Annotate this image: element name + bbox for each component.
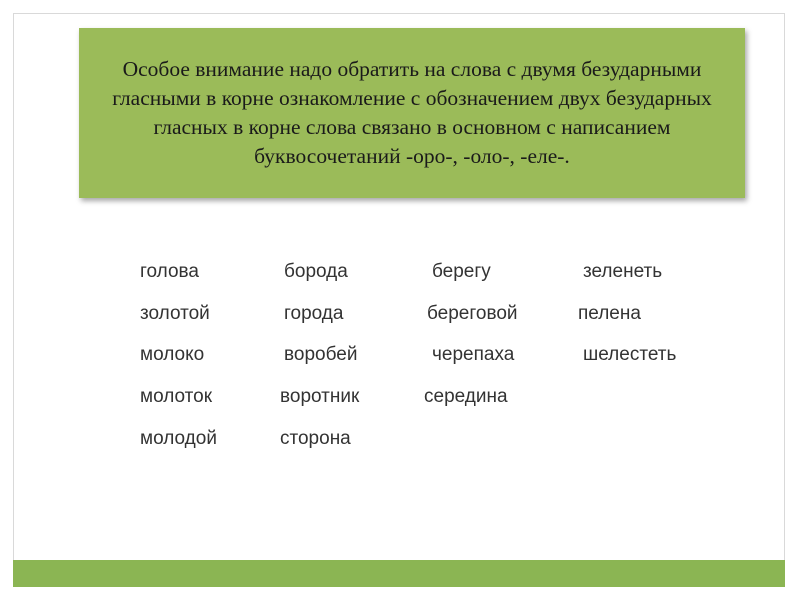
word-item: середина (424, 386, 508, 407)
bottom-accent-bar (13, 560, 785, 587)
word-item: золотой (140, 303, 210, 324)
word-item: воротник (280, 386, 360, 407)
word-item: голова (140, 261, 199, 282)
word-item: молоко (140, 344, 205, 365)
word-item: города (284, 303, 344, 324)
word-item: береговой (427, 303, 518, 324)
word-item: борода (284, 261, 348, 282)
word-item: молодой (140, 428, 217, 449)
word-item: молоток (140, 386, 213, 407)
word-item: шелестеть (583, 344, 677, 365)
word-item: берегу (432, 261, 491, 282)
word-item: черепаха (432, 344, 515, 365)
word-item: сторона (280, 428, 351, 449)
word-item: пелена (578, 303, 641, 324)
callout-text: Особое внимание надо обратить на слова с двумя безударными гласными в корне ознакомление с обозначением двух безударных гласных в корне слова связано в основном с написанием буквосочетаний -оро-, -оло-, -еле-. (112, 57, 712, 168)
word-item: воробей (284, 344, 358, 365)
callout-box (79, 28, 745, 198)
word-item: зеленеть (583, 261, 663, 282)
